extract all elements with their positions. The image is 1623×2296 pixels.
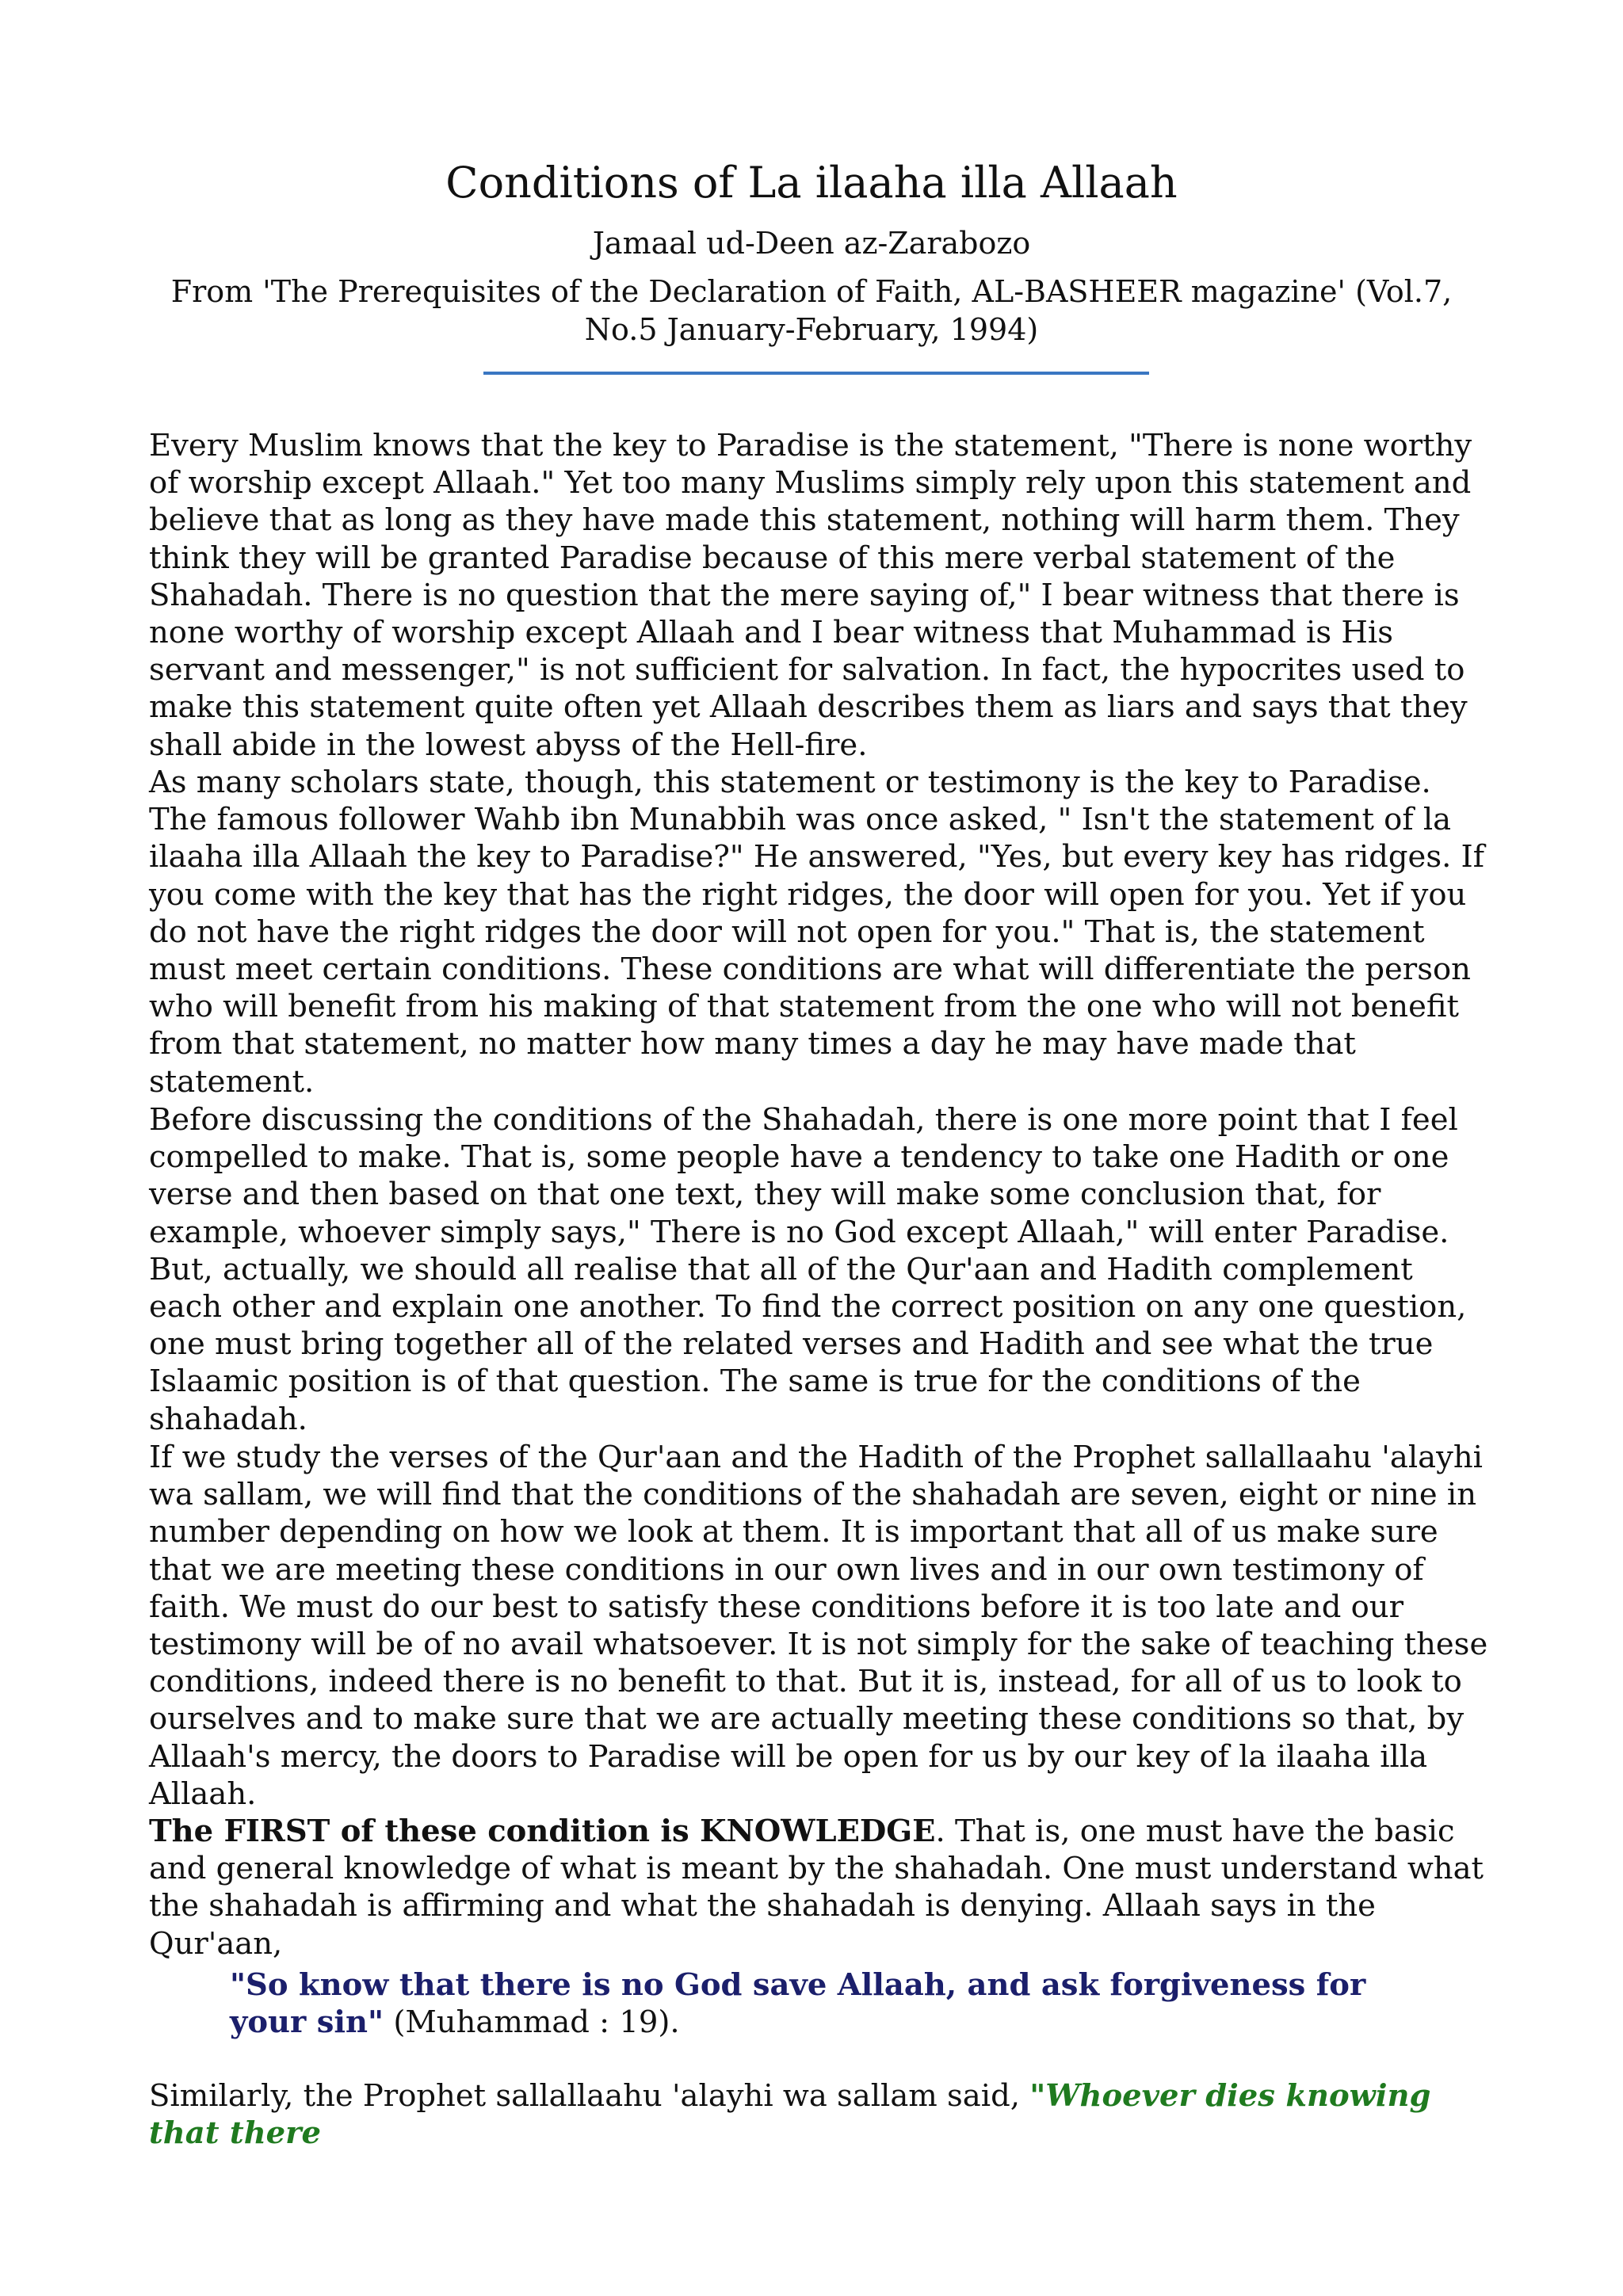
hadith-intro: Similarly, the Prophet sallallaahu 'alayhi wa sallam said, — [149, 2078, 1030, 2114]
paragraph-intro: Every Muslim knows that the key to Paradise is the statement, "There is none worthy of worship except Allaah." Yet too many Muslims simply rely upon this statement and believe that as long as they have made this statement, nothing will harm them. They think they will be granted Paradise because of this mere verbal statement of the Shahadah. There is no question that the mere saying of," I bear witness that there is none worthy of worship except Allaah and I bear witness that Muhammad is His servant and messenger," is not sufficient for salvation. In fact, the hypocrites used to make this statement quite often yet Allaah describes them as liars and says that they shall abide in the lowest abyss of the Hell-fire. — [149, 428, 1472, 763]
paragraph-first-condition — [149, 1813, 1488, 1962]
quote-text: "So know that there is no God save Allaah, and ask forgiveness for your sin" — [230, 1967, 1366, 2041]
first-condition-heading: The FIRST of these condition is KNOWLEDGE — [149, 1814, 936, 1849]
quote-reference: (Muhammad : 19). — [384, 2004, 680, 2041]
source-citation: From 'The Prerequisites of the Declaration of Faith, AL-BASHEER magazine' (Vol.7, No.5 January-February, 1994) — [170, 274, 1453, 347]
document-title: Conditions of La ilaaha illa Allaah — [445, 158, 1178, 208]
paragraph-number-of-conditions: If we study the verses of the Qur'aan and the Hadith of the Prophet sallallaahu 'alayhi wa sallam, we will find that the conditions of the shahadah are seven, eight or nine in number depending on how we look at them. It is important that all of us make sure that we are meeting these conditions in our own lives and in our own testimony of faith. We must do our best to satisfy these conditions before it is too late and our testimony will be of no avail whatsoever. It is not simply for the sake of teaching these conditions, indeed there is no benefit to that. But it is, instead, for all of us to look to ourselves and to make sure that we are actually meeting these conditions so that, by Allaah's mercy, the doors to Paradise will be open for us by our key of la ilaaha illa Allaah. — [149, 1440, 1488, 1812]
quran-quote — [230, 1966, 1419, 2041]
paragraph-texts-complement: Before discussing the conditions of the Shahadah, there is one more point that I feel compelled to make. That is, some people have a tendency to take one Hadith or one verse and then based on that one text, they will make some conclusion that, for example, whoever simply says," There is no God except Allaah," will enter Paradise. But, actually, we should all realise that all of the Qur'aan and Hadith complement each other and explain one another. To find the correct position on any one question, one must bring together all of the related verses and Hadith and see what the true Islaamic position is of that question. The same is true for the conditions of the shahadah. — [149, 1102, 1467, 1437]
first-condition-text: . That is, one must have the basic and general knowledge of what is meant by the shahadah. One must understand what the shahadah is affirming and what the shahadah is denying. Allaah says in the Qur'aan, — [149, 1814, 1484, 1962]
paragraph-key-ridges: As many scholars state, though, this statement or testimony is the key to Paradise. The famous follower Wahb ibn Munabbih was once asked, " Isn't the statement of la ilaaha illa Allaah the key to Paradise?" He answered, "Yes, but every key has ridges. If you come with the key that has the right ridges, the door will open for you. Yet if you do not have the right ridges the door will not open for you." That is, the statement must meet certain conditions. These conditions are what will differentiate the person who will benefit from his making of that statement from the one who will not benefit from that statement, no matter how many times a day he may have made that statement. — [149, 765, 1485, 1100]
paragraph-hadith — [149, 2077, 1488, 2152]
header-divider — [483, 372, 1149, 375]
author-line: Jamaal ud-Deen az-Zarabozo — [592, 226, 1031, 261]
hadith-quote: "Whoever dies knowing that there — [149, 2078, 1431, 2152]
